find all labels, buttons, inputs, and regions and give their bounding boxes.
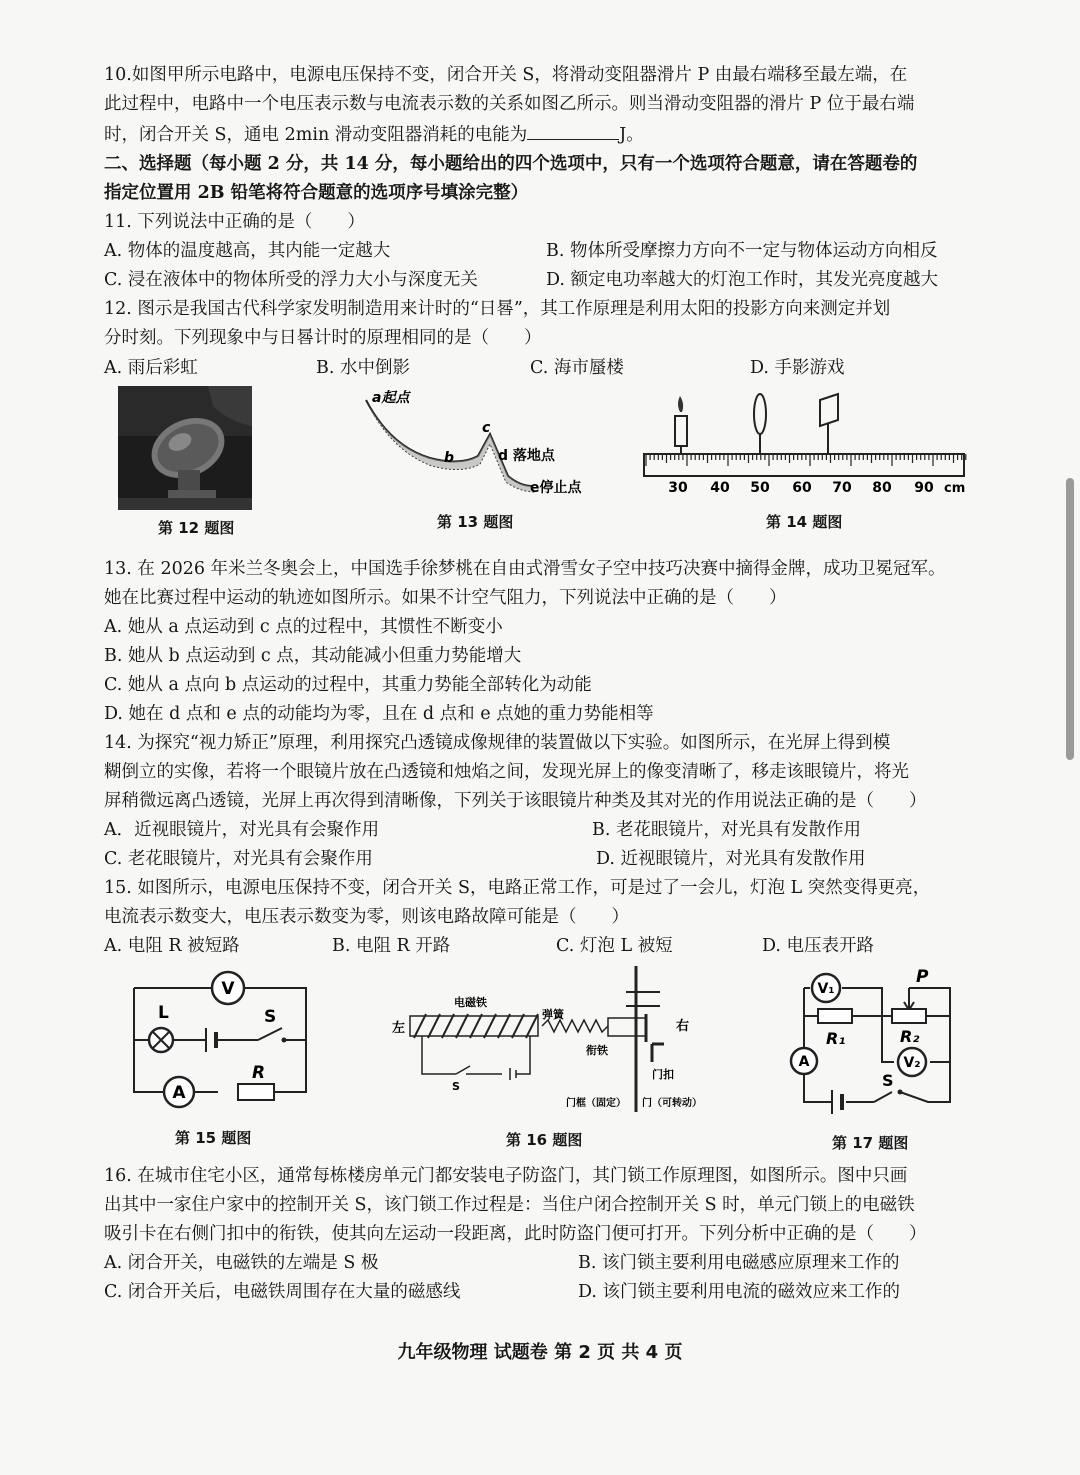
- fig15-label-a: A: [172, 1083, 186, 1103]
- fig15-label-r: R: [252, 1063, 266, 1083]
- resistor-r1-icon: [818, 1009, 852, 1023]
- q15-option-c: C. 灯泡 L 被短: [556, 936, 673, 956]
- q11-option-c: C. 浸在液体中的物体所受的浮力大小与深度无关: [104, 270, 478, 290]
- coil-winding: [484, 1014, 496, 1038]
- fig13-label-d: d 落地点: [498, 448, 555, 464]
- q12-option-c: C. 海市蜃楼: [530, 358, 624, 378]
- ruler-tick-labels: [668, 480, 965, 496]
- q14-option-d: D. 近视眼镜片，对光具有发散作用: [596, 849, 866, 869]
- fig15-label-v: V: [221, 979, 235, 999]
- ruler-unit: cm: [944, 481, 966, 496]
- q16-line3: 吸引卡在右侧门扣中的衔铁，使其向左运动一段距离，此时防盗门便可打开。下列分析中正确的是（ ）: [104, 1224, 927, 1244]
- convex-lens-icon: [754, 394, 766, 454]
- coil-winding: [414, 1014, 426, 1038]
- candle-icon: [675, 396, 687, 454]
- section2-heading-line2: 指定位置用 2B 铅笔将符合题意的选项序号填涂完整）: [104, 183, 529, 203]
- q14-line1: 14. 为探究“视力矫正”原理，利用探究凸透镜成像规律的装置做以下实验。如图所示，在光屏上得到模: [104, 733, 891, 753]
- q12-line2: 分时刻。下列现象中与日晷计时的原理相同的是（ ）: [104, 328, 542, 348]
- q13-option-b: B. 她从 b 点运动到 c 点，其动能减小但重力势能增大: [104, 646, 522, 666]
- voltmeter-v2-icon: [898, 1048, 926, 1076]
- fig13-caption: 第 13 题图: [437, 513, 514, 531]
- fig17-label-v2: V₂: [903, 1055, 921, 1071]
- q16-line2: 出其中一家住户家中的控制开关 S，该门锁工作过程是：当住户闭合控制开关 S 时，单元门锁上的电磁铁: [104, 1195, 915, 1215]
- fig15-label-l: L: [158, 1003, 169, 1023]
- slider-arrow-icon: [904, 988, 914, 1010]
- rheostat-r2-icon: [892, 1009, 926, 1023]
- fig16-door-lock: [390, 962, 720, 1122]
- q16-line1: 16. 在城市住宅小区，通常每栋楼房单元门都安装电子防盗门，其门锁工作原理图，如图所示。图中只画: [104, 1166, 908, 1186]
- q12-option-d: D. 手影游戏: [750, 358, 845, 378]
- fig16-label-frame: 门框（固定）: [566, 1098, 626, 1109]
- q13-line2: 她在比赛过程中运动的轨迹如图所示。如果不计空气阻力，下列说法中正确的是（ ）: [104, 588, 787, 608]
- fig17-label-s: S: [882, 1071, 894, 1090]
- fig12-caption: 第 12 题图: [158, 519, 235, 537]
- fig15-circuit: [126, 962, 322, 1112]
- fig16-label-magnet: 电磁铁: [454, 996, 487, 1009]
- fig15-caption: 第 15 题图: [175, 1129, 252, 1147]
- q11-option-d: D. 额定电功率越大的灯泡工作时，其发光亮度越大: [546, 270, 939, 290]
- q16-option-a: A. 闭合开关，电磁铁的左端是 S 极: [104, 1253, 379, 1273]
- coil-icon: [414, 1014, 538, 1038]
- spring-icon: [542, 1020, 608, 1032]
- ruler-label-70: 70: [832, 480, 852, 496]
- q10-line1: 10.如图甲所示电路中，电源电压保持不变，闭合开关 S，将滑动变阻器滑片 P 由最右端移至最左端，在: [104, 65, 908, 85]
- q10-line2: 此过程中，电路中一个电压表示数与电流表示数的关系如图乙所示。则当滑动变阻器的滑片 P 位于最右端: [104, 94, 915, 114]
- q15-line1: 15. 如图所示，电源电压保持不变，闭合开关 S，电路正常工作，可是过了一会儿，灯泡 L 突然变得更亮，: [104, 878, 931, 898]
- page-footer: 九年级物理 试题卷 第 2 页 共 4 页: [397, 1342, 683, 1363]
- ruler-label-50: 50: [750, 480, 770, 496]
- voltmeter-v1-icon: [812, 974, 840, 1002]
- fig17-label-v1: V₁: [817, 981, 835, 997]
- fig16-label-door: 门（可转动）: [642, 1098, 702, 1109]
- ski-trajectory-diagram: [360, 386, 600, 502]
- q13-line1: 13. 在 2026 年米兰冬奥会上，中国选手徐梦桃在自由式滑雪女子空中技巧决赛中摘得金牌，成功卫冕冠军。: [104, 559, 946, 579]
- fig13-label-c: c: [482, 420, 491, 436]
- q11-option-b: B. 物体所受摩擦力方向不一定与物体运动方向相反: [546, 241, 938, 261]
- q15-line2: 电流表示数变大，电压表示数变为零，则该电路故障可能是（ ）: [104, 907, 629, 927]
- ruler-label-40: 40: [710, 480, 730, 496]
- ruler-label-30: 30: [668, 480, 688, 496]
- fig16-label-left: 左: [392, 1021, 406, 1036]
- fig16-caption: 第 16 题图: [506, 1131, 583, 1149]
- armature-icon: [608, 1018, 646, 1036]
- q12-option-b: B. 水中倒影: [316, 358, 410, 378]
- q10-line3-text: 时，闭合开关 S，通电 2min 滑动变阻器消耗的电能为: [104, 125, 528, 145]
- fig17-label-r2: R₂: [900, 1027, 920, 1046]
- ruler-label-90: 90: [914, 480, 934, 496]
- scrollbar[interactable]: [1066, 478, 1074, 760]
- q10-line3-unit: J。: [619, 125, 644, 145]
- optical-bench-diagram: [642, 390, 972, 502]
- q12-line1: 12. 图示是我国古代科学家发明制造用来计时的“日晷”，其工作原理是利用太阳的投影方向来测定并划: [104, 299, 891, 319]
- fig13-label-e: e停止点: [530, 480, 582, 496]
- q14-option-b: B. 老花眼镜片，对光具有发散作用: [592, 820, 861, 840]
- resistor-icon: [238, 1084, 274, 1100]
- q16-option-c: C. 闭合开关后，电磁铁周围存在大量的磁感线: [104, 1282, 461, 1302]
- coil-winding: [470, 1014, 482, 1038]
- coil-winding: [442, 1014, 454, 1038]
- ruler-ticks: [646, 454, 966, 466]
- q15-option-a: A. 电阻 R 被短路: [104, 936, 240, 956]
- section2-heading-line1: 二、选择题（每小题 2 分，共 14 分，每小题给出的四个选项中，只有一个选项符合题意，请在答题卷的: [104, 154, 918, 174]
- q14-line2: 糊倒立的实像，若将一个眼镜片放在凸透镜和烛焰之间，发现光屏上的像变清晰了，移走该眼镜片，将光: [104, 762, 909, 782]
- lamp-icon: [149, 1028, 173, 1052]
- fig17-label-p: P: [916, 967, 929, 987]
- coil-winding: [428, 1014, 440, 1038]
- q14-option-a: A．近视眼镜片，对光具有会聚作用: [104, 820, 380, 840]
- q14-option-c: C. 老花眼镜片，对光具有会聚作用: [104, 849, 373, 869]
- q10-line3: [104, 121, 644, 148]
- ammeter-icon: [791, 1048, 817, 1074]
- coil-winding: [456, 1014, 468, 1038]
- fig13-label-b: b: [444, 450, 455, 466]
- q16-option-d: D. 该门锁主要利用电流的磁效应来工作的: [578, 1282, 901, 1302]
- ruler-label-80: 80: [872, 480, 892, 496]
- answer-blank: [527, 121, 619, 140]
- light-screen-icon: [820, 394, 838, 454]
- fig17-caption: 第 17 题图: [832, 1134, 909, 1152]
- coil-winding: [512, 1014, 524, 1038]
- ruler-label-60: 60: [792, 480, 812, 496]
- q11-stem: 11. 下列说法中正确的是（ ）: [104, 212, 365, 232]
- q11-option-a: A. 物体的温度越高，其内能一定越大: [104, 241, 391, 261]
- fig16-label-catch: 门扣: [652, 1068, 674, 1081]
- q13-option-d: D. 她在 d 点和 e 点的动能均为零，且在 d 点和 e 点她的重力势能相等: [104, 704, 654, 724]
- q13-option-c: C. 她从 a 点向 b 点运动的过程中，其重力势能全部转化为动能: [104, 675, 592, 695]
- fig14-caption: 第 14 题图: [766, 513, 843, 531]
- q12-option-a: A. 雨后彩虹: [104, 358, 198, 378]
- fig16-label-right: 右: [676, 1019, 690, 1034]
- q14-line3: 屏稍微远离凸透镜，光屏上再次得到清晰像，下列关于该眼镜片种类及其对光的作用说法正确的是（ ）: [104, 791, 927, 811]
- fig17-circuit: [782, 962, 960, 1122]
- fig17-label-r1: R₁: [826, 1029, 846, 1048]
- fig16-label-iron: 衔铁: [586, 1044, 608, 1057]
- fig17-label-a: A: [798, 1054, 810, 1070]
- q16-option-b: B. 该门锁主要利用电磁感应原理来工作的: [578, 1253, 900, 1273]
- q15-option-d: D. 电压表开路: [762, 936, 875, 956]
- fig16-label-spring: 弹簧: [542, 1008, 564, 1021]
- sundial-photo: [118, 386, 252, 510]
- fig15-label-s: S: [264, 1007, 277, 1027]
- coil-winding: [498, 1014, 510, 1038]
- q15-option-b: B. 电阻 R 开路: [332, 936, 451, 956]
- coil-winding: [526, 1014, 538, 1038]
- fig16-label-s: S: [452, 1080, 460, 1093]
- switch-contact-icon: [282, 1038, 287, 1043]
- q13-option-a: A. 她从 a 点运动到 c 点的过程中，其惯性不断变小: [104, 617, 503, 637]
- fig13-label-a: a起点: [372, 390, 410, 406]
